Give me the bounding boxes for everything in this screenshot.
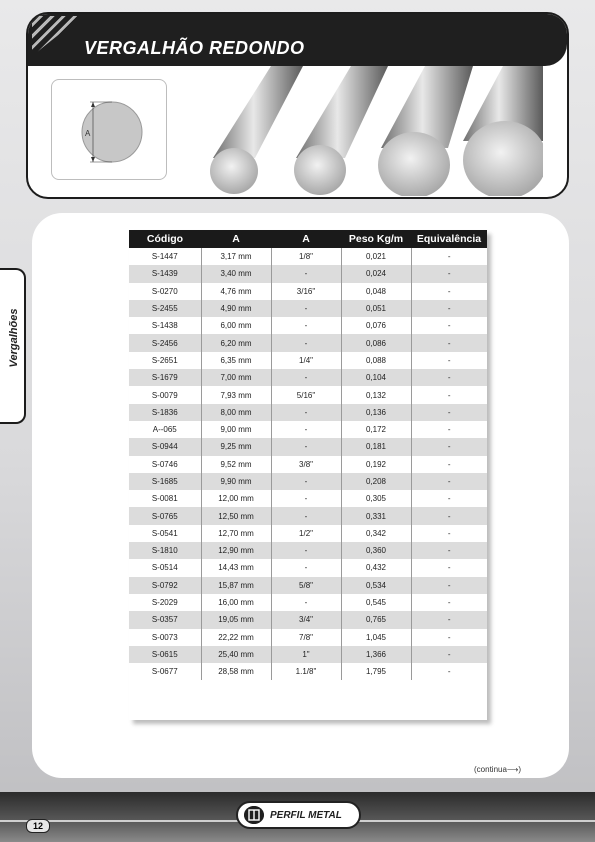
cell-a-mm: 25,40 mm — [201, 646, 271, 663]
cell-peso: 0,132 — [341, 386, 411, 403]
table-row — [129, 507, 487, 524]
cell-codigo: S-1679 — [129, 369, 201, 386]
table-row — [129, 542, 487, 559]
cell-codigo: S-0541 — [129, 525, 201, 542]
cell-equivalencia: - — [447, 459, 451, 469]
cell-equivalencia: - — [447, 528, 451, 538]
cell-peso: 0,024 — [341, 265, 411, 282]
cell-a-inch: 5/8" — [271, 577, 341, 594]
cell-a-mm: 19,05 mm — [201, 611, 271, 628]
cell-a-mm: 3,40 mm — [201, 265, 271, 282]
cell-peso: 0,048 — [341, 283, 411, 300]
cell-equivalencia: - — [447, 390, 451, 400]
table-body — [129, 248, 487, 680]
title-bar — [28, 14, 567, 66]
cell-codigo: S-2456 — [129, 334, 201, 351]
cell-peso: 0,181 — [341, 438, 411, 455]
rod-2-end — [294, 145, 346, 195]
side-tab-label: Vergalhões — [8, 308, 20, 368]
table-row — [129, 334, 487, 351]
continua-note: (continua⟶) — [474, 765, 522, 774]
cell-codigo: S-0792 — [129, 577, 201, 594]
rod-1-end — [210, 148, 258, 194]
cell-peso: 0,765 — [341, 611, 411, 628]
table-row — [129, 317, 487, 334]
cell-peso: 0,192 — [341, 456, 411, 473]
cell-a-mm: 3,17 mm — [201, 248, 271, 265]
table-row — [129, 577, 487, 594]
cell-peso: 0,305 — [341, 490, 411, 507]
cell-a-mm: 6,35 mm — [201, 352, 271, 369]
table-row — [129, 525, 487, 542]
header-codigo: Código — [129, 230, 201, 248]
cell-a-mm: 9,52 mm — [201, 456, 271, 473]
cell-a-mm: 12,50 mm — [201, 507, 271, 524]
page-title: VERGALHÃO REDONDO — [84, 38, 305, 58]
cell-equivalencia: - — [447, 355, 451, 365]
header-a-mm: A — [201, 230, 271, 248]
cell-equivalencia: - — [447, 494, 451, 504]
circle-dimension-icon — [52, 80, 166, 179]
cell-a-inch: - — [271, 542, 341, 559]
brand-name: PERFIL METAL — [270, 810, 342, 821]
cell-codigo: S-1447 — [129, 248, 201, 265]
cell-equivalencia: - — [411, 404, 487, 421]
cell-peso: 0,076 — [341, 317, 411, 334]
cell-a-mm: 12,70 mm — [201, 525, 271, 542]
cell-a-inch: 7/8" — [271, 629, 341, 646]
cell-a-mm: 8,00 mm — [201, 404, 271, 421]
cell-a-inch: - — [271, 559, 341, 576]
cell-a-inch: - — [271, 300, 341, 317]
table-row — [129, 265, 487, 282]
cell-codigo: S-0514 — [129, 559, 201, 576]
cell-a-inch: - — [271, 594, 341, 611]
table-row — [129, 559, 487, 576]
table-row — [129, 473, 487, 490]
cell-a-inch: - — [271, 334, 341, 351]
cell-a-inch: - — [271, 438, 341, 455]
cell-peso: 0,545 — [341, 594, 411, 611]
cell-equivalencia: - — [411, 369, 487, 386]
cell-codigo: S-0270 — [129, 283, 201, 300]
cell-a-mm: 15,87 mm — [201, 577, 271, 594]
cell-codigo: S-0677 — [129, 663, 201, 680]
cell-a-inch: 1/2" — [271, 525, 341, 542]
cell-codigo: S-2651 — [129, 352, 201, 369]
cell-peso: 0,342 — [341, 525, 411, 542]
table-row — [129, 646, 487, 663]
table-header-row — [129, 230, 487, 248]
cell-codigo: S-1685 — [129, 473, 201, 490]
cell-a-inch: - — [271, 421, 341, 438]
table-row — [129, 352, 487, 369]
cell-codigo: S-1439 — [129, 265, 201, 282]
cell-a-mm: 6,00 mm — [201, 317, 271, 334]
cell-equivalencia: - — [411, 646, 487, 663]
table-row — [129, 611, 487, 628]
table-row — [129, 663, 487, 680]
table-row — [129, 300, 487, 317]
cell-codigo: S-2029 — [129, 594, 201, 611]
brand-logo-icon — [244, 806, 264, 824]
stripe-decoration — [32, 16, 82, 56]
cell-equivalencia: - — [411, 507, 487, 524]
cell-a-inch: 3/4" — [271, 611, 341, 628]
cell-a-mm: 12,00 mm — [201, 490, 271, 507]
table-row — [129, 490, 487, 507]
cell-equivalencia: - — [411, 577, 487, 594]
table-row — [129, 386, 487, 403]
rod-1-body — [213, 66, 303, 158]
header-panel — [26, 12, 569, 199]
cell-a-inch: - — [271, 404, 341, 421]
cell-equivalencia: - — [447, 321, 451, 331]
cell-a-inch: 1/8" — [271, 248, 341, 265]
cell-a-inch: - — [271, 317, 341, 334]
cell-a-mm: 6,20 mm — [201, 334, 271, 351]
cell-peso: 1,045 — [341, 629, 411, 646]
cell-peso: 0,360 — [341, 542, 411, 559]
page-number: 12 — [26, 819, 50, 833]
table-row — [129, 248, 487, 265]
cell-codigo: S-2455 — [129, 300, 201, 317]
cell-codigo: S-1836 — [129, 404, 201, 421]
cell-codigo: S-1810 — [129, 542, 201, 559]
cell-equivalencia: - — [411, 438, 487, 455]
brand-badge — [236, 801, 361, 829]
cell-codigo: S-0765 — [129, 507, 201, 524]
cell-a-inch: 1" — [271, 646, 341, 663]
cell-equivalencia: - — [411, 334, 487, 351]
cell-equivalencia: - — [411, 542, 487, 559]
table-row — [129, 421, 487, 438]
cell-equivalencia: - — [411, 300, 487, 317]
cell-equivalencia: - — [447, 563, 451, 573]
cell-a-inch: 3/16" — [271, 283, 341, 300]
cell-a-inch: - — [271, 490, 341, 507]
cross-section-diagram — [51, 79, 167, 180]
cell-a-inch: - — [271, 473, 341, 490]
cell-peso: 0,331 — [341, 507, 411, 524]
table-row — [129, 438, 487, 455]
cell-peso: 0,172 — [341, 421, 411, 438]
cell-a-inch: 5/16" — [271, 386, 341, 403]
cell-peso: 0,432 — [341, 559, 411, 576]
table-row — [129, 283, 487, 300]
cell-a-mm: 22,22 mm — [201, 629, 271, 646]
cell-peso: 1,366 — [341, 646, 411, 663]
cell-codigo: S-0357 — [129, 611, 201, 628]
cell-equivalencia: - — [447, 286, 451, 296]
cell-equivalencia: - — [447, 632, 451, 642]
cell-equivalencia: - — [411, 611, 487, 628]
table-row — [129, 629, 487, 646]
cell-equivalencia: - — [447, 667, 451, 677]
cell-a-mm: 4,76 mm — [201, 283, 271, 300]
rod-2-body — [296, 66, 388, 158]
cell-codigo: S-0079 — [129, 386, 201, 403]
cell-a-mm: 9,90 mm — [201, 473, 271, 490]
cell-equivalencia: - — [411, 473, 487, 490]
cell-a-mm: 12,90 mm — [201, 542, 271, 559]
table-row — [129, 456, 487, 473]
header-a-inch: A — [271, 230, 341, 248]
cell-equivalencia: - — [447, 598, 451, 608]
cell-a-inch: 3/8" — [271, 456, 341, 473]
cell-codigo: A--065 — [129, 421, 201, 438]
cell-a-mm: 4,90 mm — [201, 300, 271, 317]
header-peso: Peso Kg/m — [341, 230, 411, 248]
cell-a-inch: 1.1/8" — [271, 663, 341, 680]
round-bars-illustration — [203, 66, 543, 196]
cell-equivalencia: - — [447, 425, 451, 435]
cell-a-mm: 16,00 mm — [201, 594, 271, 611]
cell-peso: 1,795 — [341, 663, 411, 680]
cell-equivalencia: - — [411, 265, 487, 282]
specs-table-wrap — [129, 230, 487, 720]
cell-a-mm: 7,93 mm — [201, 386, 271, 403]
cell-a-inch: 1/4" — [271, 352, 341, 369]
table-row — [129, 594, 487, 611]
cell-codigo: S-0615 — [129, 646, 201, 663]
cell-equivalencia: - — [447, 252, 451, 262]
cell-a-inch: - — [271, 507, 341, 524]
cell-a-inch: - — [271, 265, 341, 282]
cell-peso: 0,088 — [341, 352, 411, 369]
cell-a-mm: 9,25 mm — [201, 438, 271, 455]
cell-codigo: S-0073 — [129, 629, 201, 646]
section-side-tab — [0, 268, 26, 424]
cell-peso: 0,136 — [341, 404, 411, 421]
cell-a-mm: 28,58 mm — [201, 663, 271, 680]
cell-peso: 0,086 — [341, 334, 411, 351]
cell-a-mm: 14,43 mm — [201, 559, 271, 576]
cell-peso: 0,208 — [341, 473, 411, 490]
cell-a-mm: 7,00 mm — [201, 369, 271, 386]
cell-peso: 0,104 — [341, 369, 411, 386]
cell-codigo: S-1438 — [129, 317, 201, 334]
table-row — [129, 404, 487, 421]
header-equivalencia: Equivalência — [411, 230, 487, 248]
cell-a-mm: 9,00 mm — [201, 421, 271, 438]
dimension-label: A — [85, 129, 91, 138]
cell-a-inch: - — [271, 369, 341, 386]
cell-codigo: S-0081 — [129, 490, 201, 507]
cell-peso: 0,021 — [341, 248, 411, 265]
cell-peso: 0,534 — [341, 577, 411, 594]
table-row — [129, 369, 487, 386]
cell-codigo: S-0746 — [129, 456, 201, 473]
specs-table — [129, 230, 487, 680]
rod-3-end — [378, 132, 450, 196]
cell-codigo: S-0944 — [129, 438, 201, 455]
cell-peso: 0,051 — [341, 300, 411, 317]
content-panel — [32, 213, 569, 778]
